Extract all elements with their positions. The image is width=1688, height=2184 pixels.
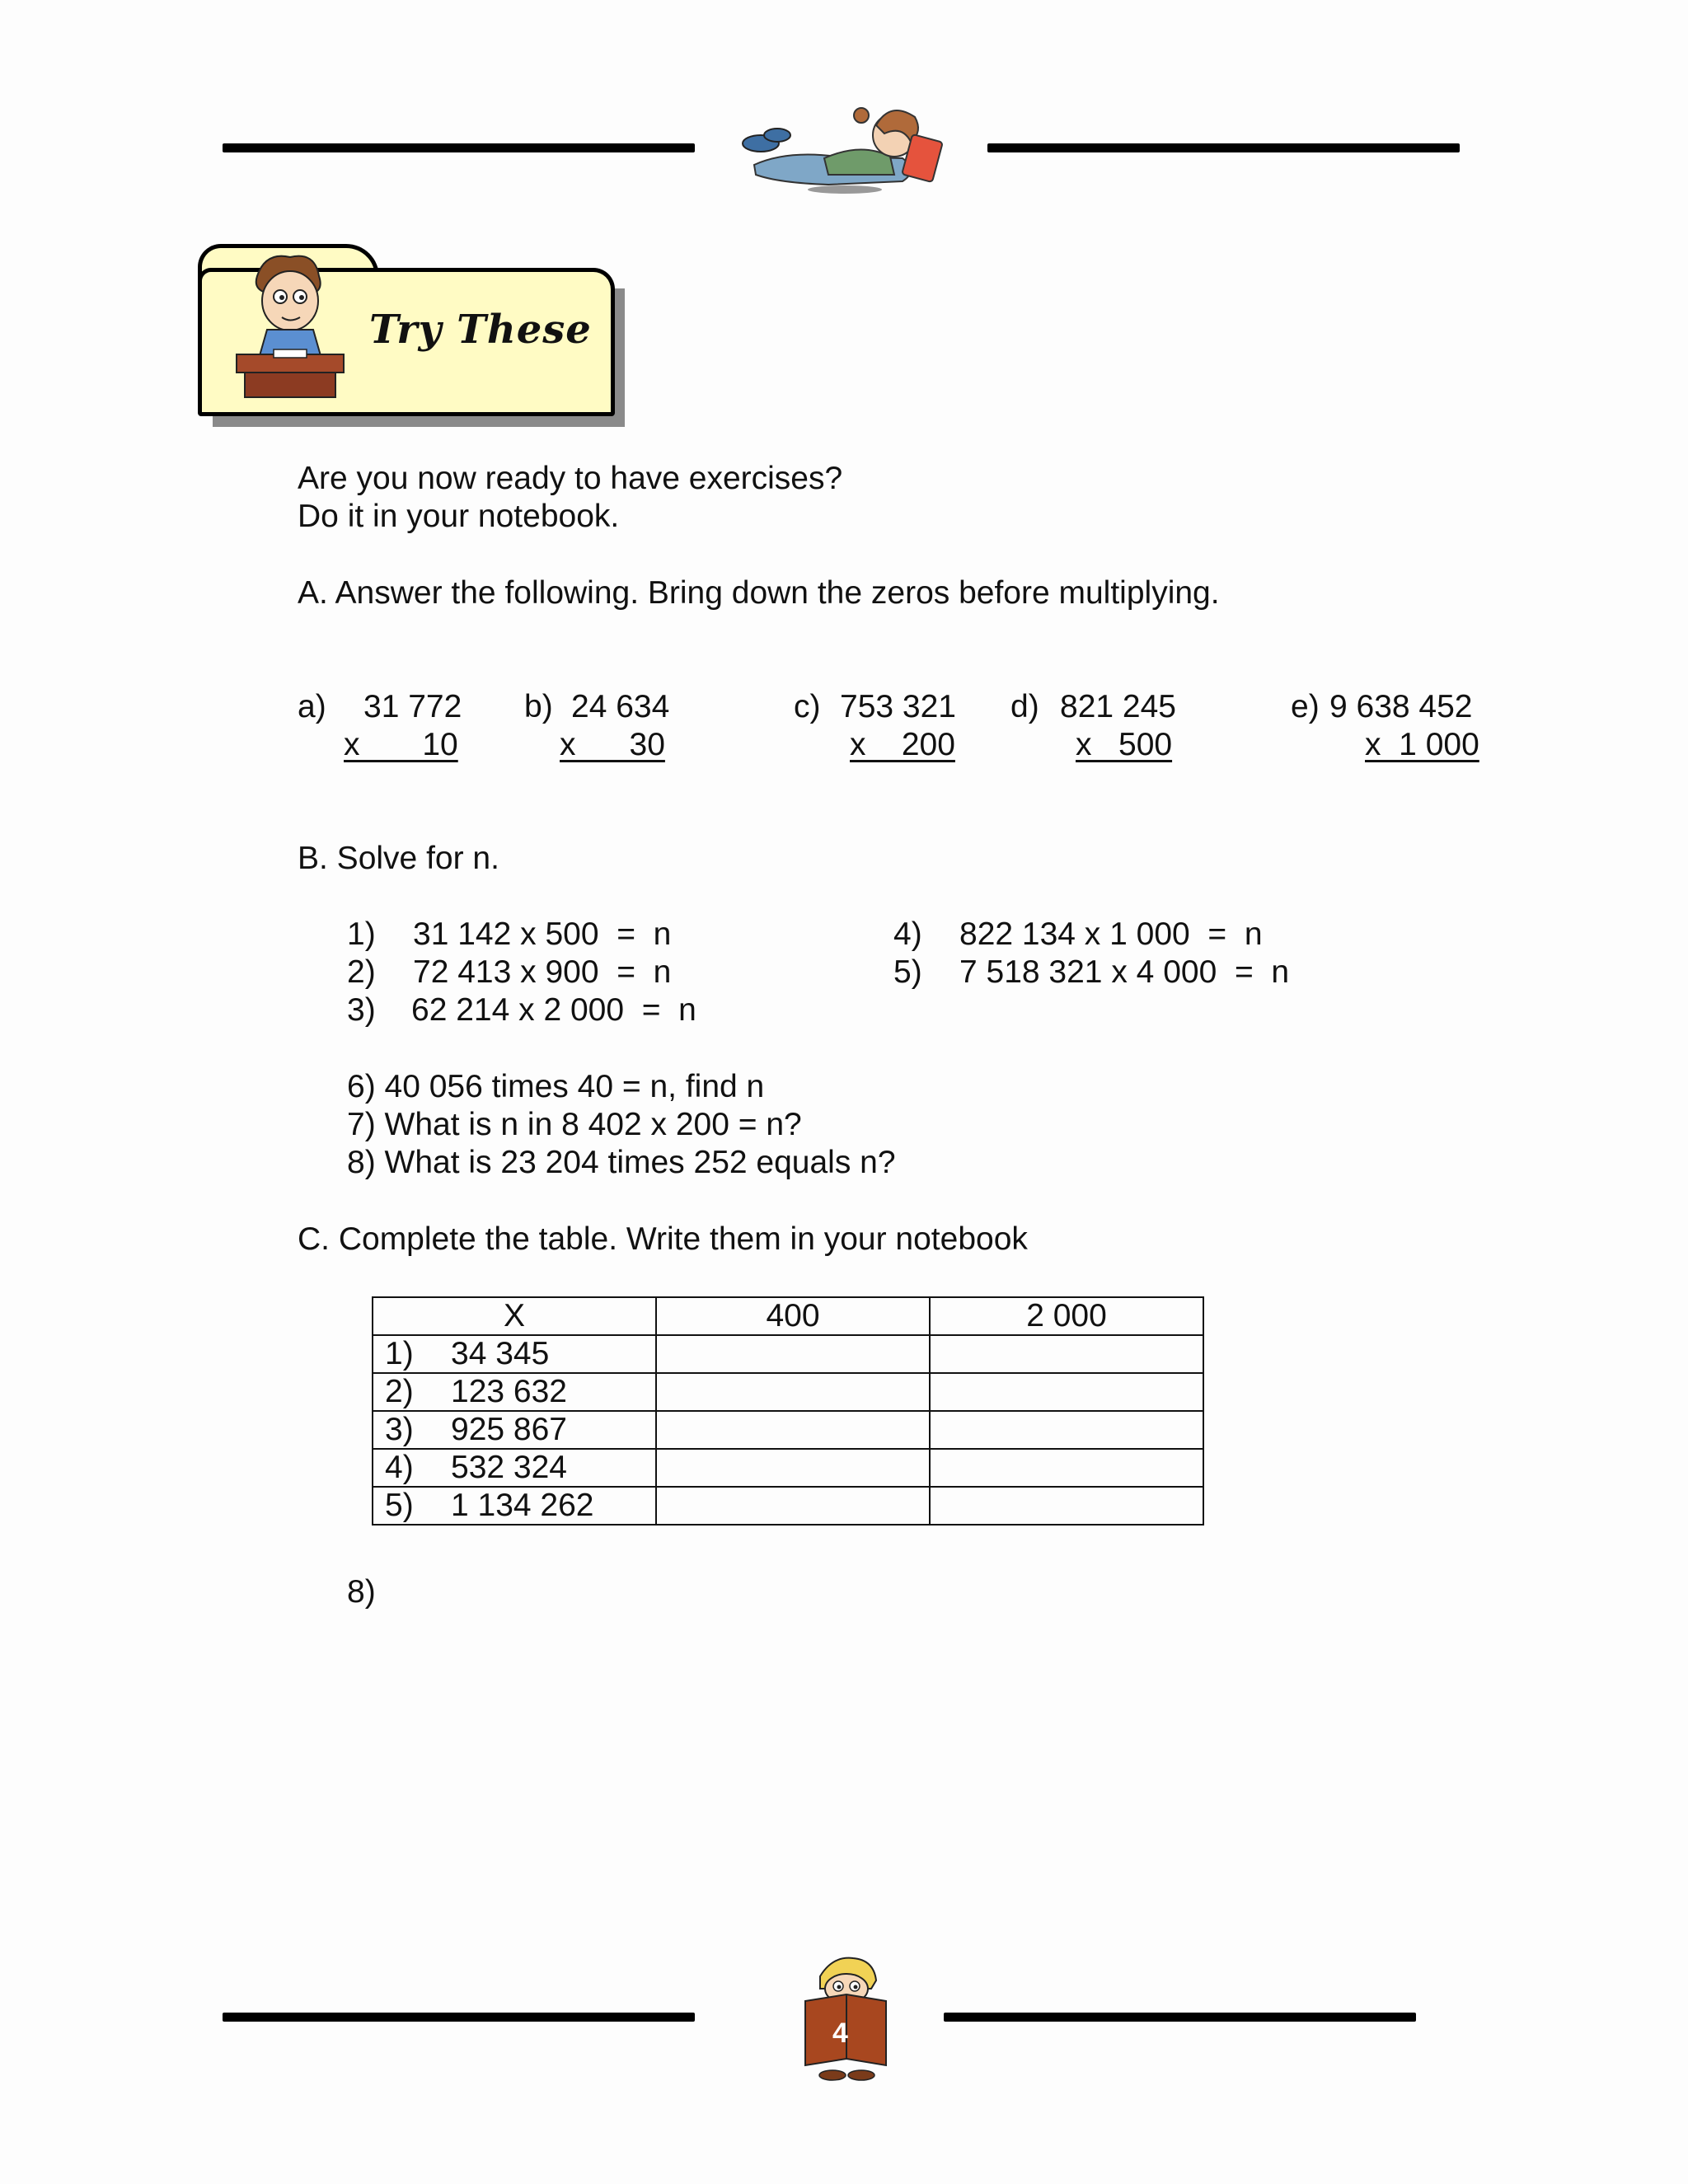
section-b-heading: B. Solve for n. [298,841,499,876]
intro-line-2: Do it in your notebook. [298,499,620,534]
equation-text: 7 518 321 x 4 000 = n [959,954,1290,990]
problem-label: c) [794,689,821,724]
problem-top: 31 772 [363,689,462,724]
row-number: 1) [385,1336,414,1371]
table-cell-blank [656,1487,930,1525]
equation-number: 3) [347,992,376,1028]
equation-number: 4) [893,916,922,952]
equation-number: 1) [347,916,376,952]
problem-bottom: x 30 [560,727,665,762]
table-row [373,1487,1203,1525]
section-a-heading: A. Answer the following. Bring down the zeros before multiplying. [298,575,1220,611]
row-number: 4) [385,1450,414,1485]
equation-number: 5) [893,954,922,990]
table-row [373,1335,1203,1373]
row-value: 123 632 [451,1374,567,1409]
table-cell-blank [930,1449,1203,1487]
table-row-label [373,1449,656,1487]
trailing-label: 8) [347,1574,376,1610]
table-row-label [373,1373,656,1411]
row-number: 5) [385,1488,414,1523]
problem-label: e) [1291,689,1320,724]
table-cell-blank [930,1487,1203,1525]
header-rule-left [223,143,695,152]
problem-top: 821 245 [1060,689,1176,724]
equation-number: 2) [347,954,376,990]
girl-reading-lying-down-icon [738,92,952,195]
header-rule-right [987,143,1460,152]
table-row [373,1411,1203,1449]
row-value: 925 867 [451,1412,567,1447]
table-row-label [373,1335,656,1373]
row-number: 3) [385,1412,414,1447]
word-problem-7: 7) What is n in 8 402 x 200 = n? [347,1107,802,1142]
table-header-cell: X [373,1297,656,1335]
boy-writing-at-desk-icon [224,247,356,404]
equation-text: 31 142 x 500 = n [413,916,672,952]
word-problem-8: 8) What is 23 204 times 252 equals n? [347,1145,896,1180]
problem-bottom: x 200 [850,727,955,762]
row-value: 1 134 262 [451,1488,594,1523]
problem-label: b) [524,689,553,724]
table-header-cell: 400 [656,1297,930,1335]
footer-rule-right [944,2013,1416,2022]
row-value: 532 324 [451,1450,567,1485]
problem-label: a) [298,689,326,724]
problem-bottom: x 500 [1076,727,1173,762]
table-cell-blank [656,1411,930,1449]
page-number: 4 [832,2018,848,2049]
section-c-heading: C. Complete the table. Write them in your notebook [298,1221,1028,1257]
table-header-cell: 2 000 [930,1297,1203,1335]
table-row [373,1373,1203,1411]
problem-bottom: x 10 [344,727,458,762]
table-row [373,1449,1203,1487]
table-cell-blank [656,1335,930,1373]
word-problem-6: 6) 40 056 times 40 = n, find n [347,1069,765,1104]
table-cell-blank [656,1373,930,1411]
table-cell-blank [930,1411,1203,1449]
equation-text: 62 214 x 2 000 = n [411,992,696,1028]
table-cell-blank [930,1335,1203,1373]
table-row-label [373,1411,656,1449]
equation-text: 822 134 x 1 000 = n [959,916,1263,952]
footer-rule-left [223,2013,695,2022]
problem-top: 9 638 452 [1329,689,1473,724]
row-number: 2) [385,1374,414,1409]
table-cell-blank [930,1373,1203,1411]
banner-title: Try These [369,307,592,353]
table-header-row [373,1297,1203,1335]
problem-label: d) [1010,689,1039,724]
table-cell-blank [656,1449,930,1487]
intro-line-1: Are you now ready to have exercises? [298,461,843,496]
problem-top: 24 634 [571,689,670,724]
multiplication-table [372,1296,1204,1526]
table-row-label [373,1487,656,1525]
problem-bottom: x 1 000 [1365,727,1479,762]
problem-top: 753 321 [840,689,956,724]
row-value: 34 345 [451,1336,550,1371]
equation-text: 72 413 x 900 = n [413,954,672,990]
